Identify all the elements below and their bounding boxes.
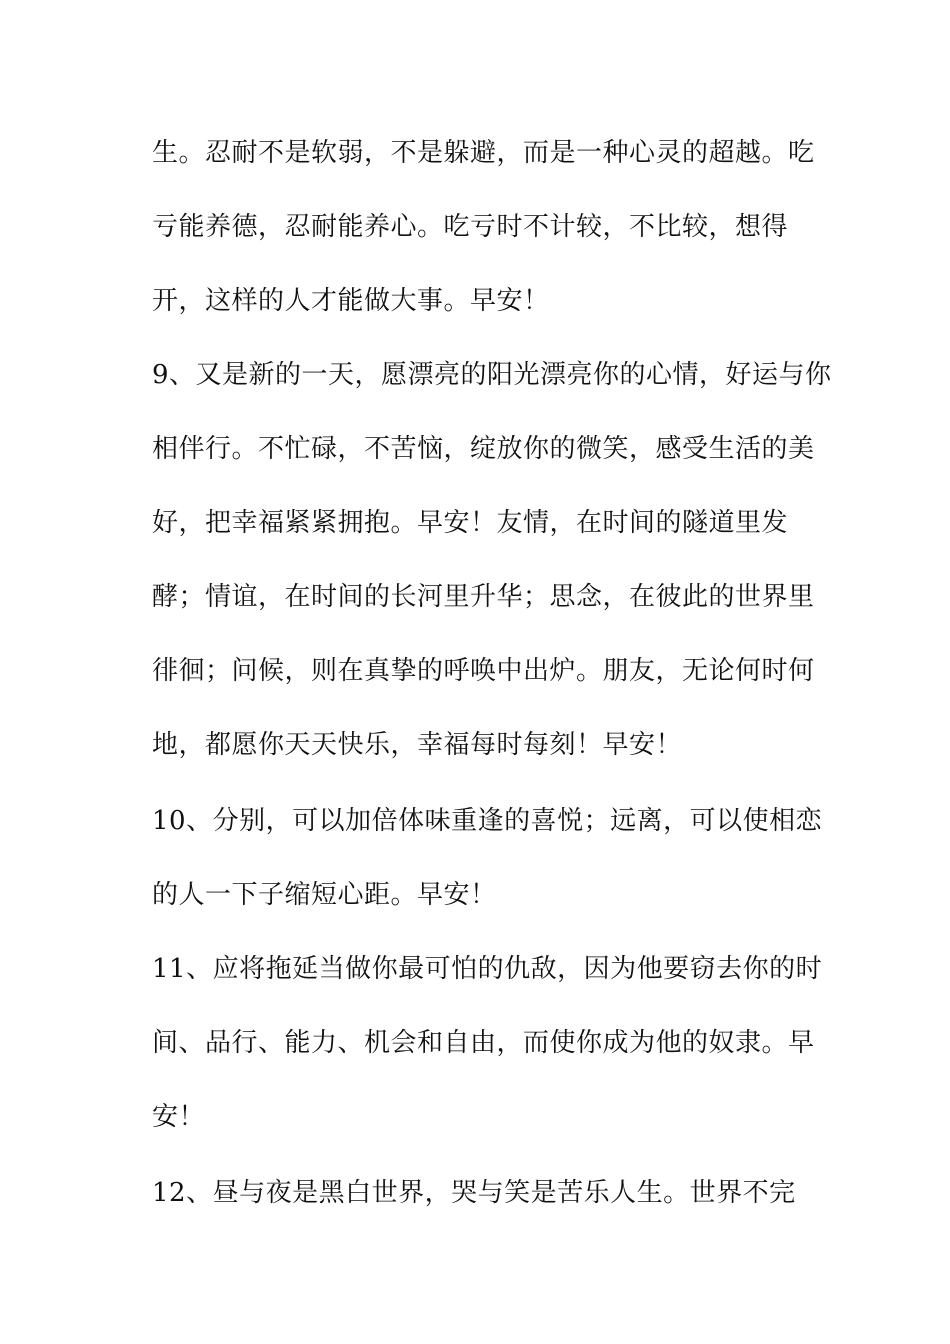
text-line: 的人一下子缩短心距。早安！ [152, 880, 497, 910]
text-line: 地，都愿你天天快乐，幸福每时每刻！早安！ [152, 730, 683, 760]
text-line: 生。忍耐不是软弱，不是躲避，而是一种心灵的超越。吃 [152, 138, 815, 168]
text-line: 11、应将拖延当做你最可怕的仇敌，因为他要窃去你的时 [152, 954, 823, 984]
text-line: 亏能养德，忍耐能养心。吃亏时不计较，不比较，想得 [152, 212, 789, 242]
text-line: 9、又是新的一天，愿漂亮的阳光漂亮你的心情，好运与你 [152, 360, 832, 390]
text-line: 安！ [152, 1102, 206, 1132]
text-line: 相伴行。不忙碌，不苦恼，绽放你的微笑，感受生活的美 [152, 434, 815, 464]
text-line: 间、品行、能力、机会和自由，而使你成为他的奴隶。早 [152, 1028, 815, 1058]
text-line: 酵；情谊，在时间的长河里升华；思念，在彼此的世界里 [152, 582, 815, 612]
text-line: 10、分别，可以加倍体味重逢的喜悦；远离，可以使相恋 [152, 806, 823, 836]
text-line: 好，把幸福紧紧拥抱。早安！友情，在时间的隧道里发 [152, 508, 789, 538]
text-line: 开，这样的人才能做大事。早安！ [152, 286, 550, 316]
text-line: 12、昼与夜是黑白世界，哭与笑是苦乐人生。世界不完 [152, 1178, 796, 1208]
text-line: 徘徊；问候，则在真挚的呼唤中出炉。朋友，无论何时何 [152, 656, 815, 686]
